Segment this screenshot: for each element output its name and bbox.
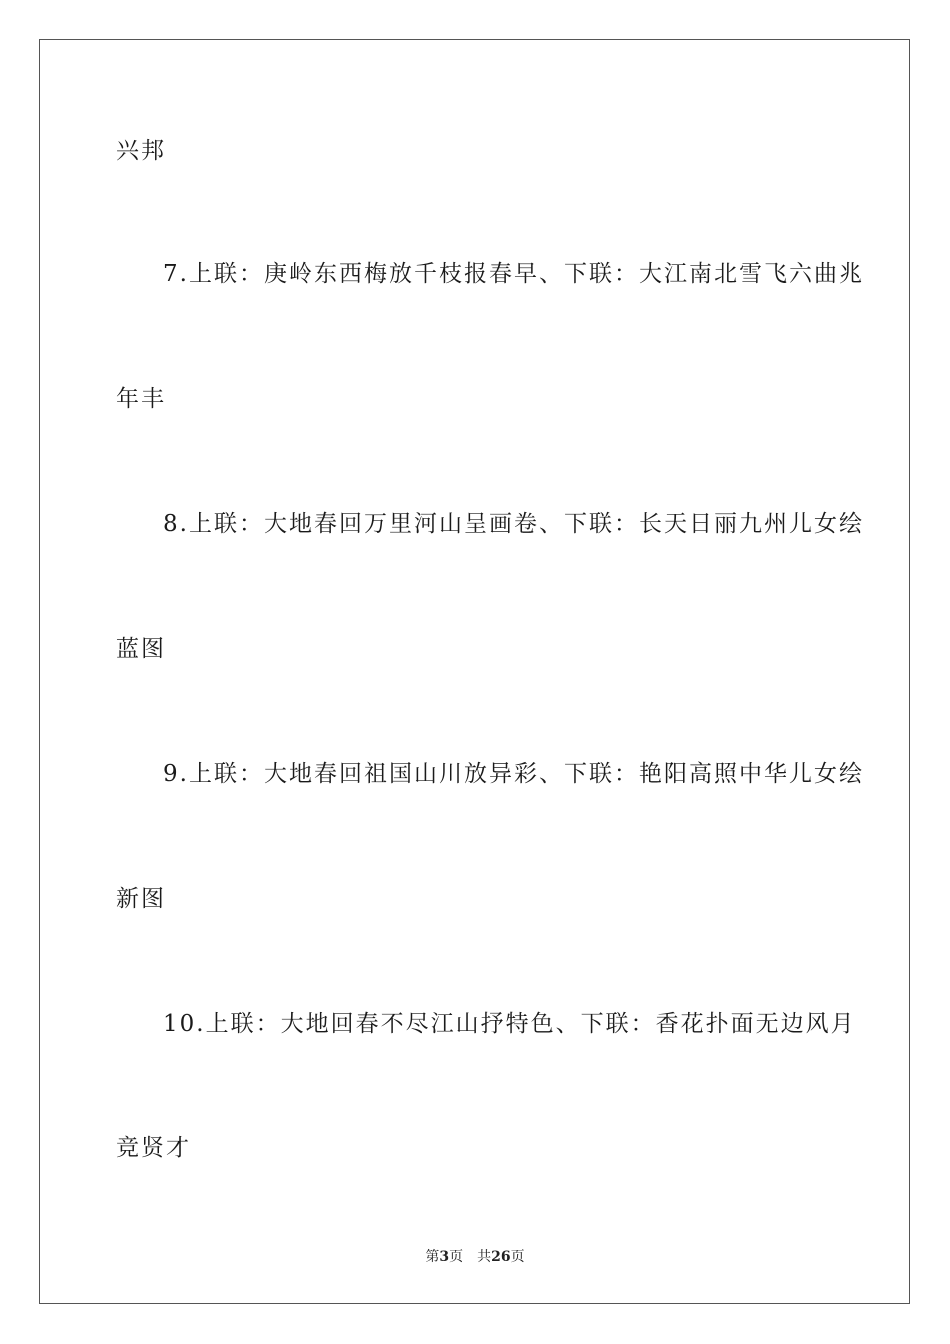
couplet-9: 9.上联：大地春回祖国山川放异彩、下联：艳阳高照中华儿女绘 [163, 761, 864, 787]
text-line-5: 蓝图 [116, 636, 166, 662]
footer-page-suffix: 页 [449, 1249, 464, 1265]
page-footer [0, 1248, 950, 1266]
footer-total-suffix: 页 [510, 1249, 525, 1265]
total-pages-number: 26 [491, 1249, 511, 1265]
text-line-9: 竞贤才 [116, 1135, 191, 1161]
current-page-number: 3 [439, 1249, 450, 1265]
text-line-7: 新图 [116, 886, 166, 912]
couplet-10: 10.上联：大地回春不尽江山抒特色、下联：香花扑面无边风月 [163, 1011, 856, 1037]
page-border [39, 39, 910, 1304]
text-line-3: 年丰 [116, 386, 166, 412]
couplet-8: 8.上联：大地春回万里河山呈画卷、下联：长天日丽九州儿女绘 [163, 511, 864, 537]
footer-total-prefix: 共 [477, 1249, 492, 1265]
footer-prefix: 第 [425, 1249, 440, 1265]
text-line-1: 兴邦 [116, 138, 166, 164]
couplet-7: 7.上联：庚岭东西梅放千枝报春早、下联：大江南北雪飞六曲兆 [163, 261, 864, 287]
